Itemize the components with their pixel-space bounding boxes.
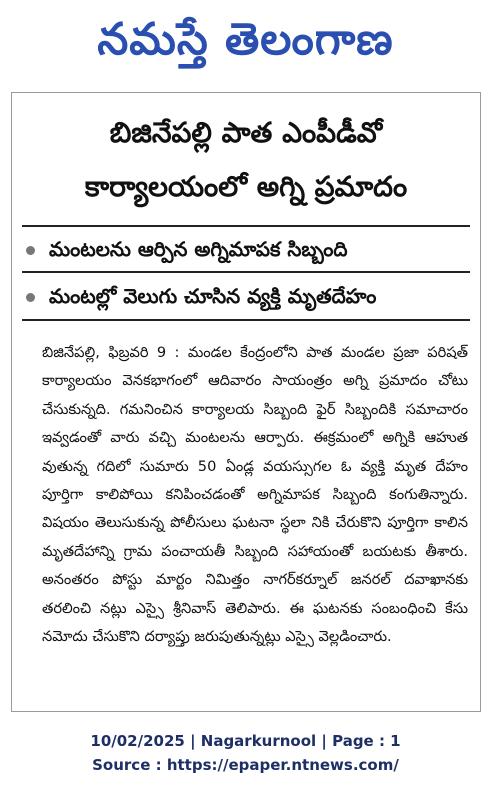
bullet-point <box>26 227 470 271</box>
headline-line-1: బిజినేపల్లి పాత ఎంపీడీవో <box>109 116 383 149</box>
divider <box>22 271 470 273</box>
article-body <box>42 339 468 651</box>
article-paragraph: బిజినేపల్లి, ఫిబ్రవరి 9 : మండల కేంద్రంలోని పాత మండల ప్రజా పరిషత్ కార్యాలయం వెనకభాగంలో ఆదివారం సాయంత్రం అగ్ని ప్రమాదం చోటు చేసుకున్నది. గమనించిన కార్యాలయ సిబ్బంది ఫైర్ సిబ్బందికి సమాచారం ఇవ్వడంతో వారు వచ్చి మంటలను ఆర్పారు. ఈక్రమంలో అగ్నికి ఆహుత వుతున్న గదిలో సుమారు 50 ఏండ్ల వయస్సుగల ఓ వ్యక్తి మృత దేహం పూర్తిగా కాలిపోయి కనిపించడంతో అగ్నిమాపక సిబ్బంది కంగుతిన్నారు. విషయం తెలుసుకున్న పోలీసులు ఘటనా స్థలా నికి చేరుకొని పూర్తిగా కాలిన మృతదేహాన్ని గ్రామ పంచాయతీ సిబ్బంది సహాయంతో బయటకు తీశారు. అనంతరం పోస్టు మార్టం నిమిత్తం నాగర్‌కర్నూల్ జనరల్ దవాఖానకు తరలించి నట్లు ఎస్సై శ్రీనివాస్ తెలిపారు. ఈ ఘటనకు సంబంధించి కేసు నమోదు చేసుకొని దర్యాప్తు జరుపుతున్నట్లు ఎస్సై వెల్లడించారు. <box>42 344 468 646</box>
bullet-dot-icon <box>26 293 35 302</box>
divider <box>22 319 470 321</box>
article-clipping <box>11 92 481 712</box>
bullet-text: మంటలను ఆర్పిన అగ్నిమాపక సిబ్బంది <box>49 237 348 261</box>
edition-info: 10/02/2025 | Nagarkurnool | Page : 1 <box>90 732 401 750</box>
bullet-dot-icon <box>26 246 35 255</box>
bullet-point <box>26 274 470 318</box>
source-link[interactable]: Source : https://epaper.ntnews.com/ <box>92 756 399 774</box>
masthead-logo: నమస్తే తెలంగాణ <box>97 14 394 65</box>
bullet-text: మంటల్లో వెలుగు చూసిన వ్యక్తి మృతదేహం <box>49 284 377 308</box>
headline-line-2: కార్యాలయంలో అగ్ని ప్రమాదం <box>84 170 408 203</box>
